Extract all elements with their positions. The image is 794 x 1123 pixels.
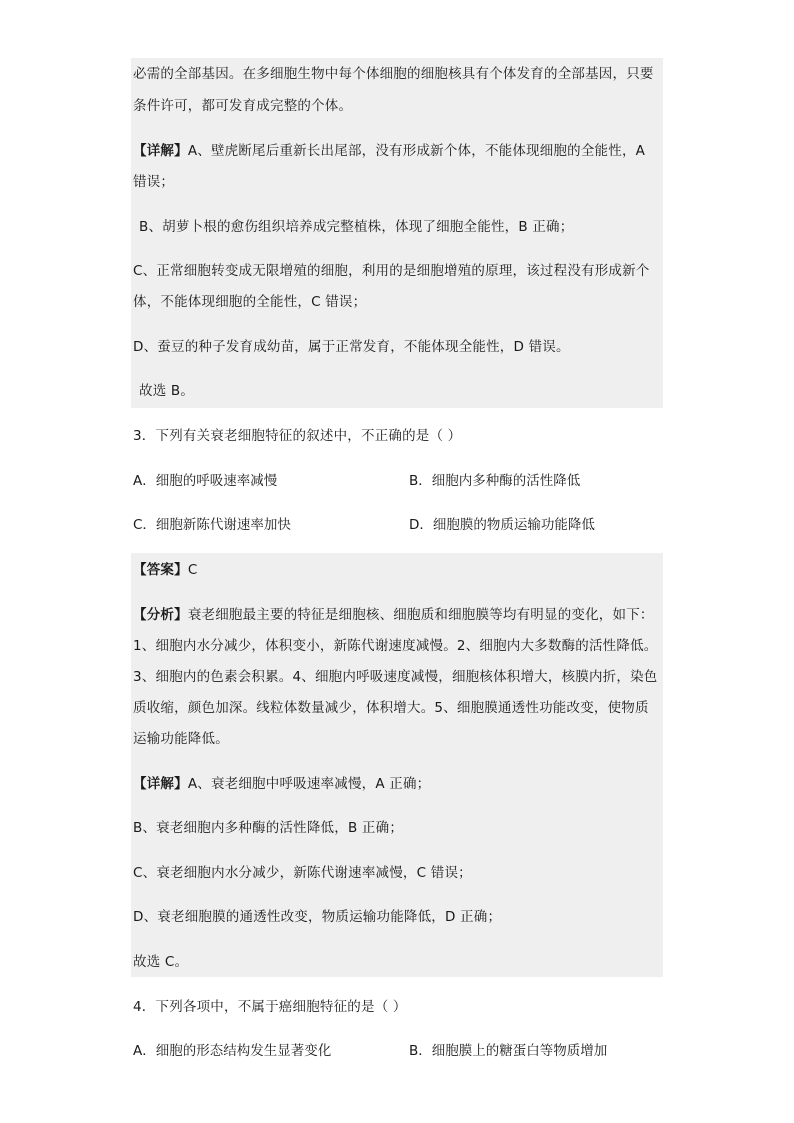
question-4-stem: 4．下列各项中，不属于癌细胞特征的是（ ） xyxy=(133,999,407,1015)
question-3-option-d: D．细胞膜的物质运输功能降低 xyxy=(409,517,595,533)
option-d-explanation: D、蚕豆的种子发育成幼苗，属于正常发育，不能体现全能性，D 错误。 xyxy=(133,339,570,355)
detail-line xyxy=(133,774,430,794)
text-line: 条件许可，都可发育成完整的个体。 xyxy=(133,98,353,114)
question-4-option-b: B．细胞膜上的糖蛋白等物质增加 xyxy=(409,1043,608,1059)
detail-c: C、衰老细胞内水分减少，新陈代谢速率减慢，C 错误； xyxy=(133,865,472,881)
analysis-text: 衰老细胞最主要的特征是细胞核、细胞质和细胞膜等均有明显的变化，如下： xyxy=(187,607,654,623)
detail-tag: 【详解】 xyxy=(133,143,188,159)
text-line: 必需的全部基因。在多细胞生物中每个体细胞的细胞核具有个体发育的全部基因，只要 xyxy=(133,66,654,82)
analysis-tag: 【分析】 xyxy=(133,607,188,623)
answer-value: C xyxy=(187,562,198,578)
option-c-explanation: C、正常细胞转变成无限增殖的细胞，利用的是细胞增殖的原理，该过程没有形成新个 xyxy=(133,263,650,279)
answer-tag: 【答案】 xyxy=(133,562,188,578)
option-b-explanation: B、胡萝卜根的愈伤组织培养成完整植株，体现了细胞全能性，B 正确； xyxy=(139,219,574,235)
question-3-option-b: B．细胞内多种酶的活性降低 xyxy=(409,473,581,489)
conclusion: 故选 C。 xyxy=(133,954,189,970)
analysis-text-line: 1、细胞内水分减少，体积变小，新陈代谢速度减慢。2、细胞内大多数酶的活性降低。 xyxy=(133,638,658,654)
analysis-text-line: 运输功能降低。 xyxy=(133,731,229,747)
question-3-stem: 3．下列有关衰老细胞特征的叙述中，不正确的是（ ） xyxy=(133,428,462,444)
analysis-text-line: 质收缩，颜色加深。线粒体数量减少，体积增大。5、细胞膜通透性功能改变，使物质 xyxy=(133,700,649,716)
answer-line xyxy=(133,560,197,580)
analysis-line xyxy=(133,605,654,625)
question-4-option-a: A．细胞的形态结构发生显著变化 xyxy=(133,1043,332,1059)
question-3-option-c: C．细胞新陈代谢速率加快 xyxy=(133,517,291,533)
detail-line xyxy=(133,141,645,161)
detail-b: B、衰老细胞内多种酶的活性降低，B 正确； xyxy=(133,820,404,836)
detail-d: D、衰老细胞膜的通透性改变，物质运输功能降低，D 正确； xyxy=(133,909,502,925)
detail-text: A、衰老细胞中呼吸速率减慢，A 正确； xyxy=(187,776,431,792)
analysis-text-line: 3、细胞内的色素会积累。4、细胞内呼吸速度减慢，细胞核体积增大，核膜内折，染色 xyxy=(133,669,658,685)
detail-text: A、壁虎断尾后重新长出尾部，没有形成新个体，不能体现细胞的全能性，A xyxy=(187,143,646,159)
text-line: 错误； xyxy=(133,174,175,190)
conclusion: 故选 B。 xyxy=(139,383,195,399)
question-3-option-a: A．细胞的呼吸速率减慢 xyxy=(133,473,278,489)
option-c-explanation-cont: 体，不能体现细胞的全能性，C 错误； xyxy=(133,294,367,310)
detail-tag: 【详解】 xyxy=(133,776,188,792)
